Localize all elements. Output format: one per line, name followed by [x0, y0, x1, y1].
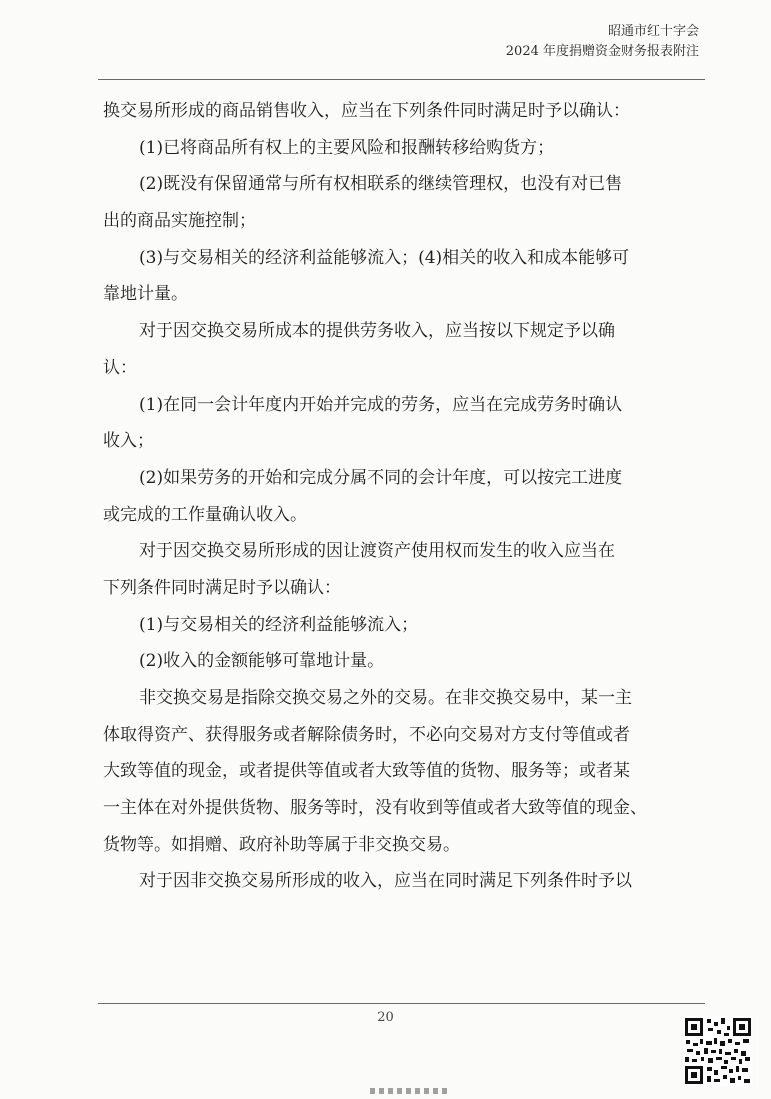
text-line: (1)在同一会计年度内开始并完成的劳务，应当在完成劳务时确认: [139, 394, 623, 415]
body-text: [103, 93, 687, 900]
page-number: 20: [377, 1010, 394, 1025]
text-line: 货物等。如捐赠、政府补助等属于非交换交易。: [103, 834, 460, 855]
text-line: (2)既没有保留通常与所有权相联系的继续管理权，也没有对已售: [139, 174, 623, 195]
header-report-title: 2024 年度捐赠资金财务报表附注: [505, 44, 699, 59]
text-line: (2)如果劳务的开始和完成分属不同的会计年度，可以按完工进度: [139, 467, 623, 488]
text-line: (1)与交易相关的经济利益能够流入；: [139, 614, 419, 635]
text-line: (3)与交易相关的经济利益能够流入；(4)相关的收入和成本能够可: [139, 247, 630, 268]
header-organization: 昭通市红十字会: [607, 24, 699, 39]
scan-artifact: [370, 1088, 450, 1094]
text-line: 下列条件同时满足时予以确认：: [103, 577, 341, 598]
text-line: 或完成的工作量确认收入。: [103, 504, 307, 525]
text-line: 认：: [103, 357, 137, 378]
qr-code-graphic: [683, 1016, 753, 1086]
text-line: 大致等值的现金，或者提供等值或者大致等值的货物、服务等；或者某: [103, 761, 630, 782]
text-line: 换交易所形成的商品销售收入，应当在下列条件同时满足时予以确认：: [103, 101, 630, 121]
page-header: [506, 22, 699, 62]
text-line: 一主体在对外提供货物、服务等时，没有收到等值或者大致等值的现金、: [103, 798, 647, 819]
footer-rule: [98, 1003, 705, 1004]
text-line: 对于因交换交易所形成的因让渡资产使用权而发生的收入应当在: [139, 541, 615, 562]
text-line: 对于因交换交易所成本的提供劳务收入，应当按以下规定予以确: [139, 321, 615, 342]
text-line: 靠地计量。: [103, 284, 188, 305]
text-line: 对于因非交换交易所形成的收入，应当在同时满足下列条件时予以: [139, 871, 632, 892]
header-rule: [98, 79, 705, 80]
text-line: 出的商品实施控制；: [103, 211, 256, 232]
text-line: 收入；: [103, 431, 154, 452]
text-line: (2)收入的金额能够可靠地计量。: [139, 651, 385, 672]
qr-code: [683, 1016, 753, 1086]
text-line: 体取得资产、获得服务或者解除债务时，不必向交易对方支付等值或者: [103, 724, 630, 745]
text-line: 非交换交易是指除交换交易之外的交易。在非交换交易中，某一主: [139, 688, 632, 708]
text-line: (1)已将商品所有权上的主要风险和报酬转移给购货方；: [139, 137, 555, 158]
